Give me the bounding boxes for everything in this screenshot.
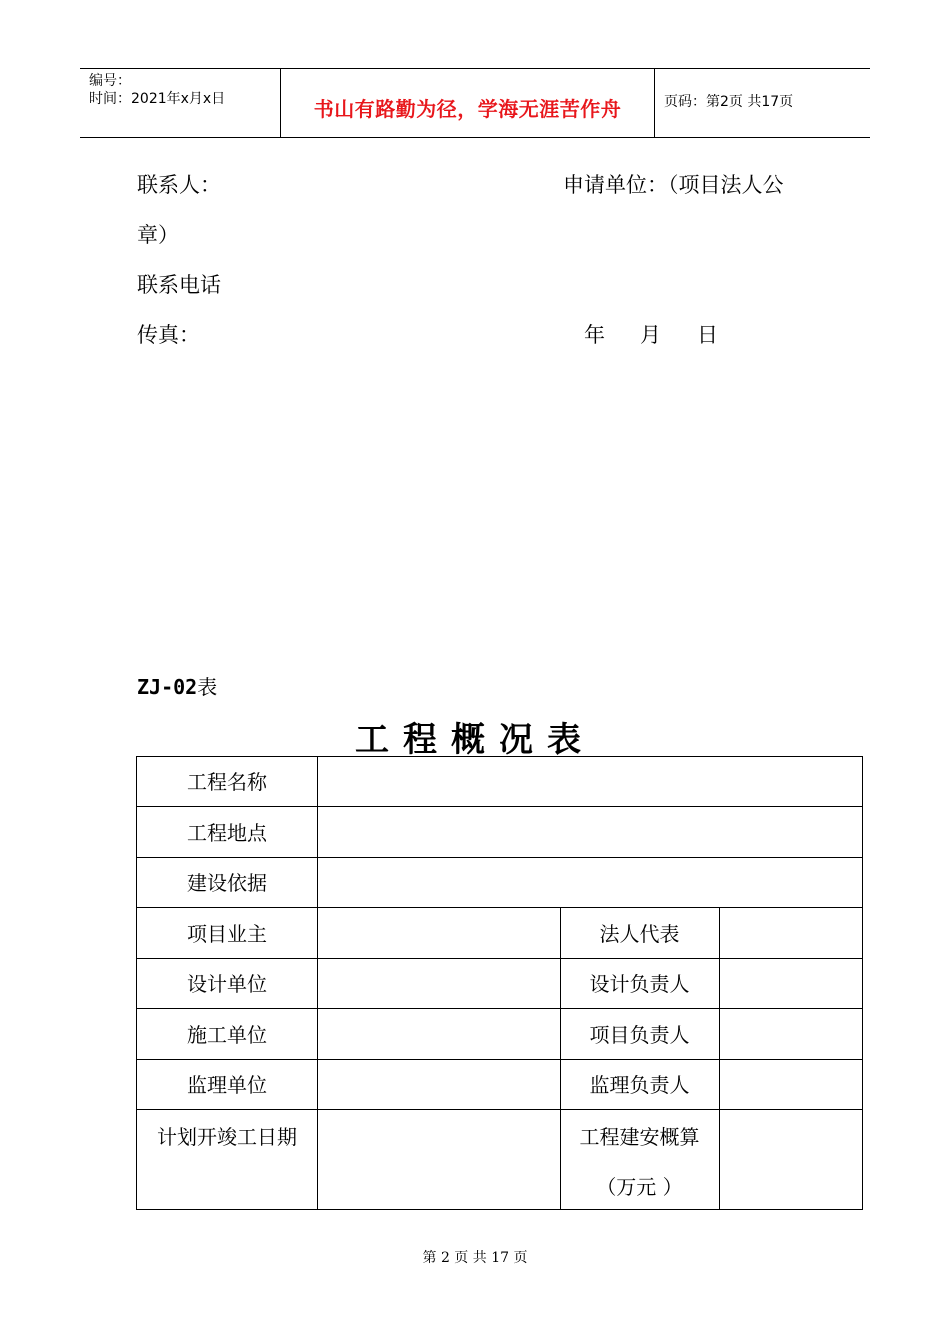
value-construction-basis[interactable] [318, 858, 862, 907]
form-title: 工程概况表 [355, 720, 595, 760]
label-design-unit: 设计单位 [187, 972, 267, 996]
value-supervision-lead[interactable] [720, 1060, 862, 1109]
value-project-owner[interactable] [318, 908, 560, 958]
phone-label: 联系电话 [137, 273, 221, 297]
label-budget: 工程建安概算 [579, 1125, 700, 1149]
header-page-cell [654, 69, 870, 137]
value-project-lead[interactable] [720, 1009, 862, 1059]
label-construction-unit: 施工单位 [187, 1023, 267, 1047]
date-month: 月 [640, 323, 661, 347]
page-header [80, 68, 870, 138]
value-project-name[interactable] [318, 757, 862, 806]
value-project-location[interactable] [318, 807, 862, 857]
label-supervision-unit: 监理单位 [187, 1073, 267, 1097]
form-code: ZJ-02 [137, 675, 198, 699]
seal-continuation: 章） [137, 223, 179, 247]
label-project-owner: 项目业主 [187, 922, 267, 946]
value-design-unit[interactable] [318, 959, 560, 1008]
value-construction-unit[interactable] [318, 1009, 560, 1059]
header-page-info: 页码：第2页 共17页 [664, 94, 794, 110]
value-schedule-dates[interactable] [318, 1110, 560, 1209]
label-project-name: 工程名称 [187, 770, 267, 794]
label-supervision-lead: 监理负责人 [589, 1073, 690, 1097]
header-date: 时间：2021年x月x日 [89, 91, 226, 107]
project-overview-table [136, 756, 863, 1210]
label-legal-representative: 法人代表 [599, 922, 680, 946]
label-schedule-dates: 计划开竣工日期 [157, 1125, 297, 1149]
value-design-lead[interactable] [720, 959, 862, 1008]
header-motto: 书山有路勤为径，学海无涯苦作舟 [313, 97, 622, 121]
form-number [137, 671, 217, 700]
header-meta-cell [80, 69, 280, 137]
label-construction-basis: 建设依据 [187, 871, 267, 895]
page-footer: 第 2 页 共 17 页 [422, 1250, 528, 1266]
form-code-suffix: 表 [197, 675, 218, 699]
column-divider [560, 907, 561, 1209]
serial-number-label: 编号： [89, 73, 131, 89]
fax-label: 传真： [137, 323, 200, 347]
label-project-lead: 项目负责人 [589, 1023, 690, 1047]
label-project-location: 工程地点 [187, 821, 267, 845]
date-day: 日 [697, 323, 718, 347]
date-year: 年 [584, 323, 605, 347]
contact-person-label: 联系人： [137, 173, 221, 197]
label-design-lead: 设计负责人 [589, 972, 690, 996]
label-budget-unit: （万元 ） [596, 1175, 683, 1199]
value-supervision-unit[interactable] [318, 1060, 560, 1109]
value-legal-representative[interactable] [720, 908, 862, 958]
header-motto-cell [280, 69, 655, 137]
value-budget[interactable] [720, 1110, 862, 1209]
applicant-unit-label: 申请单位：（项目法人公 [563, 173, 784, 197]
